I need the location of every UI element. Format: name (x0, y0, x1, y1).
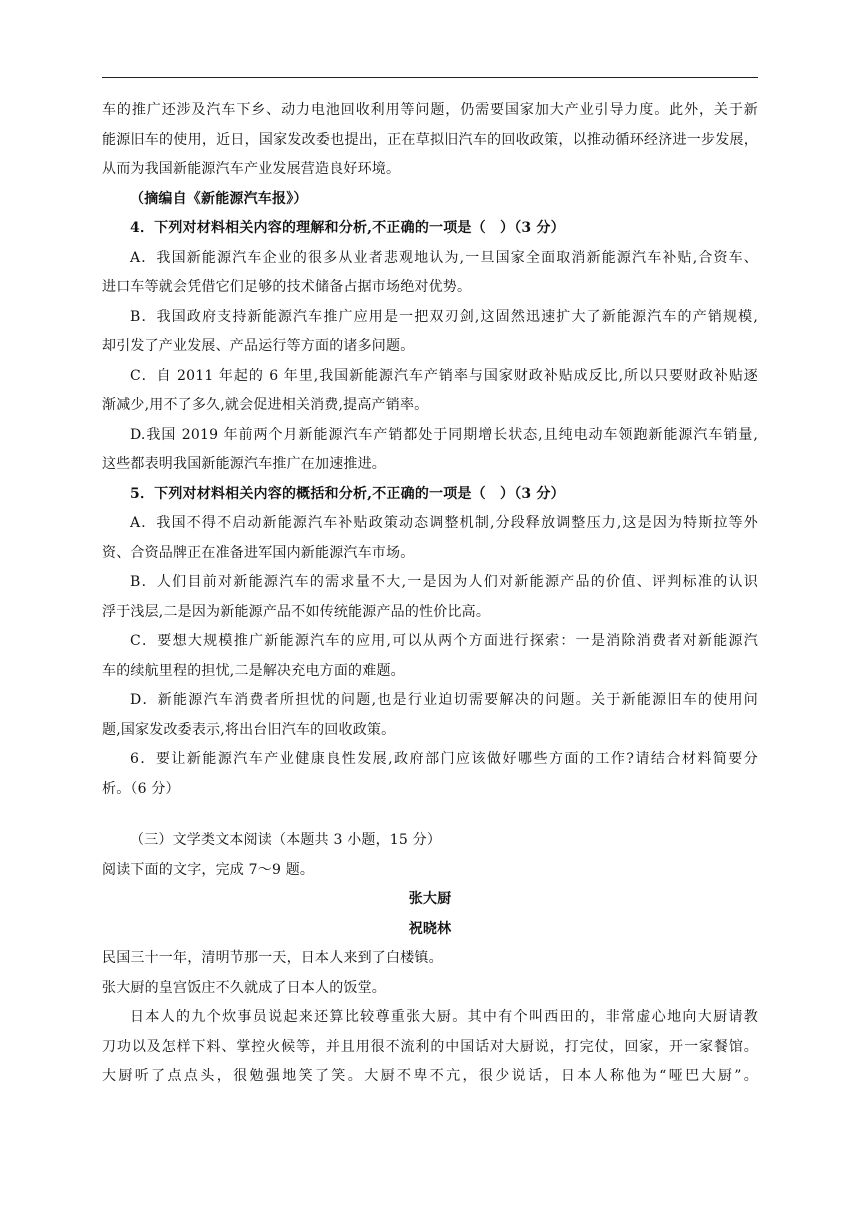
section-3 (102, 826, 758, 1092)
option-line: 题,国家发改委表示,将出台旧汽车的回收政策。 (102, 721, 396, 738)
option-line: D.我国 2019 年前两个月新能源汽车产销都处于同期增长状态,且纯电动车领跑新能源汽车销量, (130, 426, 758, 443)
option-line: B．我国政府支持新能源汽车推广应用是一把双刃剑,这固然迅速扩大了新能源汽车的产销规模, (130, 308, 758, 325)
top-paragraph (102, 96, 758, 214)
question-5 (102, 480, 758, 746)
text-line: 刀功以及怎样下料、掌控火候等，并且用很不流利的中国话对大厨说，打完仗，回家，开一家餐馆。 (102, 1038, 758, 1055)
source-citation: （摘编自《新能源汽车报》） (130, 190, 308, 207)
option-line: C．要想大规模推广新能源汽车的应用,可以从两个方面进行探索：一是消除消费者对新能源汽 (130, 633, 758, 649)
option-line: B．人们目前对新能源汽车的需求量不大,一是因为人们对新能源产品的价值、评判标准的认识 (130, 574, 758, 590)
question-stem: 4．下列对材料相关内容的理解和分析,不正确的一项是（ ）（3 分） (130, 220, 565, 236)
text-line: 日本人的九个炊事员说起来还算比较尊重张大厨。其中有个叫西田的，非常虚心地向大厨请教 (130, 1009, 758, 1025)
option-a (102, 244, 758, 303)
question-4 (102, 214, 758, 480)
story-paragraph: 民国三十一年，清明节那一天，日本人来到了白楼镇。 (102, 950, 443, 966)
option-c (102, 362, 758, 421)
option-line: 渐减少,用不了多久,就会促进相关消费,提高产销率。 (102, 397, 429, 413)
story-paragraph (102, 1003, 758, 1092)
option-c (102, 627, 758, 686)
option-line: 这些都表明我国新能源汽车推广在加速推进。 (102, 456, 386, 472)
text-line: 能源旧车的使用，近日，国家发改委也提出，正在草拟旧汽车的回收政策，以推动循环经济进一步发展， (102, 131, 758, 148)
option-line: C．自 2011 年起的 6 年里,我国新能源汽车产销率与国家财政补贴成反比,所以只要财政补贴逐 (130, 367, 758, 384)
option-line: A．我国不得不启动新能源汽车补贴政策动态调整机制,分段释放调整压力,这是因为特斯拉等外 (130, 515, 758, 531)
option-line: 浮于浅层,二是因为新能源产品不如传统能源产品的性价比高。 (102, 603, 491, 620)
text-line: 车的推广还涉及汽车下乡、动力电池回收利用等问题，仍需要国家加大产业引导力度。此外，关于新 (102, 102, 758, 118)
question-6 (102, 745, 758, 804)
question-stem: 6．要让新能源汽车产业健康良性发展,政府部门应该做好哪些方面的工作?请结合材料简要分 (130, 751, 758, 767)
section-instruction: 阅读下面的文字，完成 7～9 题。 (102, 861, 315, 878)
option-d (102, 686, 758, 745)
option-line: 进口车等就会凭借它们足够的技术储备占据市场绝对优势。 (102, 279, 472, 295)
option-line: D．新能源汽车消费者所担忧的问题,也是行业迫切需要解决的问题。关于新能源旧车的使用问 (130, 692, 758, 708)
option-a (102, 509, 758, 568)
story-title: 张大厨 (408, 891, 452, 907)
option-line: 资、合资品牌正在准备进军国内新能源汽车市场。 (102, 544, 415, 561)
option-line: A．我国新能源汽车企业的很多从业者悲观地认为,一旦国家全面取消新能源汽车补贴,合资车、 (130, 249, 758, 266)
section-heading: （三）文学类文本阅读（本题共 3 小题，15 分） (130, 832, 442, 848)
header-rule (102, 77, 758, 78)
question-stem: 析。（6 分） (102, 780, 180, 797)
option-d (102, 421, 758, 480)
document-page (102, 96, 758, 1092)
option-b (102, 568, 758, 627)
question-stem: 5．下列对材料相关内容的概括和分析,不正确的一项是（ ）（3 分） (130, 485, 565, 502)
option-line: 却引发了产业发展、产品运行等方面的诸多问题。 (102, 338, 415, 354)
option-b (102, 303, 758, 362)
text-line: 从而为我国新能源汽车产业发展营造良好环境。 (102, 161, 401, 177)
story-paragraph: 张大厨的皇宫饭庄不久就成了日本人的饭堂。 (102, 979, 386, 996)
section-gap (102, 804, 758, 826)
story-author: 祝晓林 (408, 920, 452, 937)
option-line: 车的续航里程的担忧,二是解决充电方面的难题。 (102, 662, 405, 679)
text-line: 大厨听了点点头，很勉强地笑了笑。大厨不卑不亢，很少说话，日本人称他为“哑巴大厨”。 (102, 1068, 758, 1084)
